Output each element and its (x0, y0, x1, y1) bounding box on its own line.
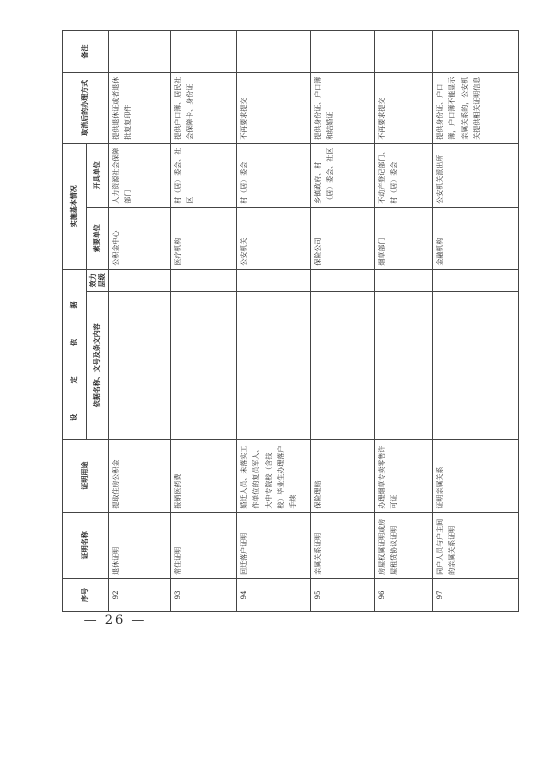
cell-remark (375, 31, 433, 73)
cell-basis-level (311, 269, 375, 291)
header-purpose: 证明用途 (63, 439, 109, 512)
cell-seq: 97 (433, 578, 519, 611)
cell-basis-doc (237, 291, 311, 439)
cell-basis-doc (433, 291, 519, 439)
header-remark: 备注 (63, 31, 109, 73)
cell-name: 常住证明 (171, 512, 237, 578)
cell-basis-doc (171, 291, 237, 439)
cell-accept-unit: 公积金中心 (109, 207, 171, 269)
cell-accept-unit: 保险公司 (311, 207, 375, 269)
cell-alternative: 不再要求提交 (375, 73, 433, 144)
cell-issue-unit: 公安机关派出所 (433, 143, 519, 207)
cell-alternative: 提供身份证、户口簿，户口簿不能显示亲属关系的，公安机关提供相关证明信息 (433, 73, 519, 144)
table-row (237, 31, 311, 612)
cell-purpose: 婚迁人员、未落实工作单位的复员军人、大中专院校（含技校）毕业生办理落户手续 (237, 439, 311, 512)
cell-remark (109, 31, 171, 73)
cell-purpose: 保险理赔 (311, 439, 375, 512)
cell-name: 亲属关系证明 (311, 512, 375, 578)
cell-basis-doc (109, 291, 171, 439)
cell-remark (311, 31, 375, 73)
cell-purpose: 办理烟草专卖零售许可证 (375, 439, 433, 512)
cell-purpose: 证明亲属关系 (433, 439, 519, 512)
cell-remark (433, 31, 519, 73)
cell-basis-level (237, 269, 311, 291)
cell-accept-unit: 金融机构 (433, 207, 519, 269)
cell-name: 回迁落户证明 (237, 512, 311, 578)
cell-issue-unit: 人力资源社会保障部门 (109, 143, 171, 207)
table-row (109, 31, 171, 612)
cell-name: 同户人员与户主间的亲属关系证明 (433, 512, 519, 578)
header-issue-unit: 开具单位 (87, 143, 109, 207)
cell-seq: 94 (237, 578, 311, 611)
cell-remark (237, 31, 311, 73)
cell-seq: 96 (375, 578, 433, 611)
cell-accept-unit: 医疗机构 (171, 207, 237, 269)
rotated-table-page (62, 30, 518, 612)
cell-alternative: 提供身份证、户口簿和结婚证 (311, 73, 375, 144)
header-practice-group: 实施基本情况 (63, 143, 87, 269)
cell-basis-doc (375, 291, 433, 439)
header-seq: 序号 (63, 578, 109, 611)
header-basis-group: 设 定 依 据 (63, 269, 87, 439)
cell-issue-unit: 村（居）委会、社区 (171, 143, 237, 207)
cell-alternative: 提供退休证或者退休批复复印件 (109, 73, 171, 144)
table-row (433, 31, 519, 612)
cell-name: 退休证明 (109, 512, 171, 578)
cell-basis-doc (311, 291, 375, 439)
cell-issue-unit: 村（居）委会 (237, 143, 311, 207)
cell-seq: 95 (311, 578, 375, 611)
cell-name: 房屋权属证明或房屋租赁协议证明 (375, 512, 433, 578)
header-basis-level: 效力层级 (87, 269, 109, 291)
cell-issue-unit: 不动产登记部门、村（居）委会 (375, 143, 433, 207)
certificate-table (62, 30, 519, 612)
header-alternative: 取消后的办理方式 (63, 73, 109, 144)
cell-basis-level (433, 269, 519, 291)
cell-seq: 93 (171, 578, 237, 611)
page-number: — 26 — (83, 613, 147, 628)
cell-seq: 92 (109, 578, 171, 611)
cell-remark (171, 31, 237, 73)
cell-purpose: 报销医药费 (171, 439, 237, 512)
cell-basis-level (109, 269, 171, 291)
cell-alternative: 提供户口簿、居民社会保障卡、身份证 (171, 73, 237, 144)
table-row (311, 31, 375, 612)
cell-accept-unit: 公安机关 (237, 207, 311, 269)
cell-accept-unit: 烟草部门 (375, 207, 433, 269)
header-accept-unit: 索要单位 (87, 207, 109, 269)
table-row (375, 31, 433, 612)
cell-basis-level (375, 269, 433, 291)
cell-issue-unit: 乡镇政府、村（居）委会、社区 (311, 143, 375, 207)
cell-alternative: 不再要求提交 (237, 73, 311, 144)
table-row (171, 31, 237, 612)
cell-basis-level (171, 269, 237, 291)
header-basis-doc: 依据名称、文号及条文内容 (87, 291, 109, 439)
header-name: 证明名称 (63, 512, 109, 578)
cell-purpose: 提取住房公积金 (109, 439, 171, 512)
